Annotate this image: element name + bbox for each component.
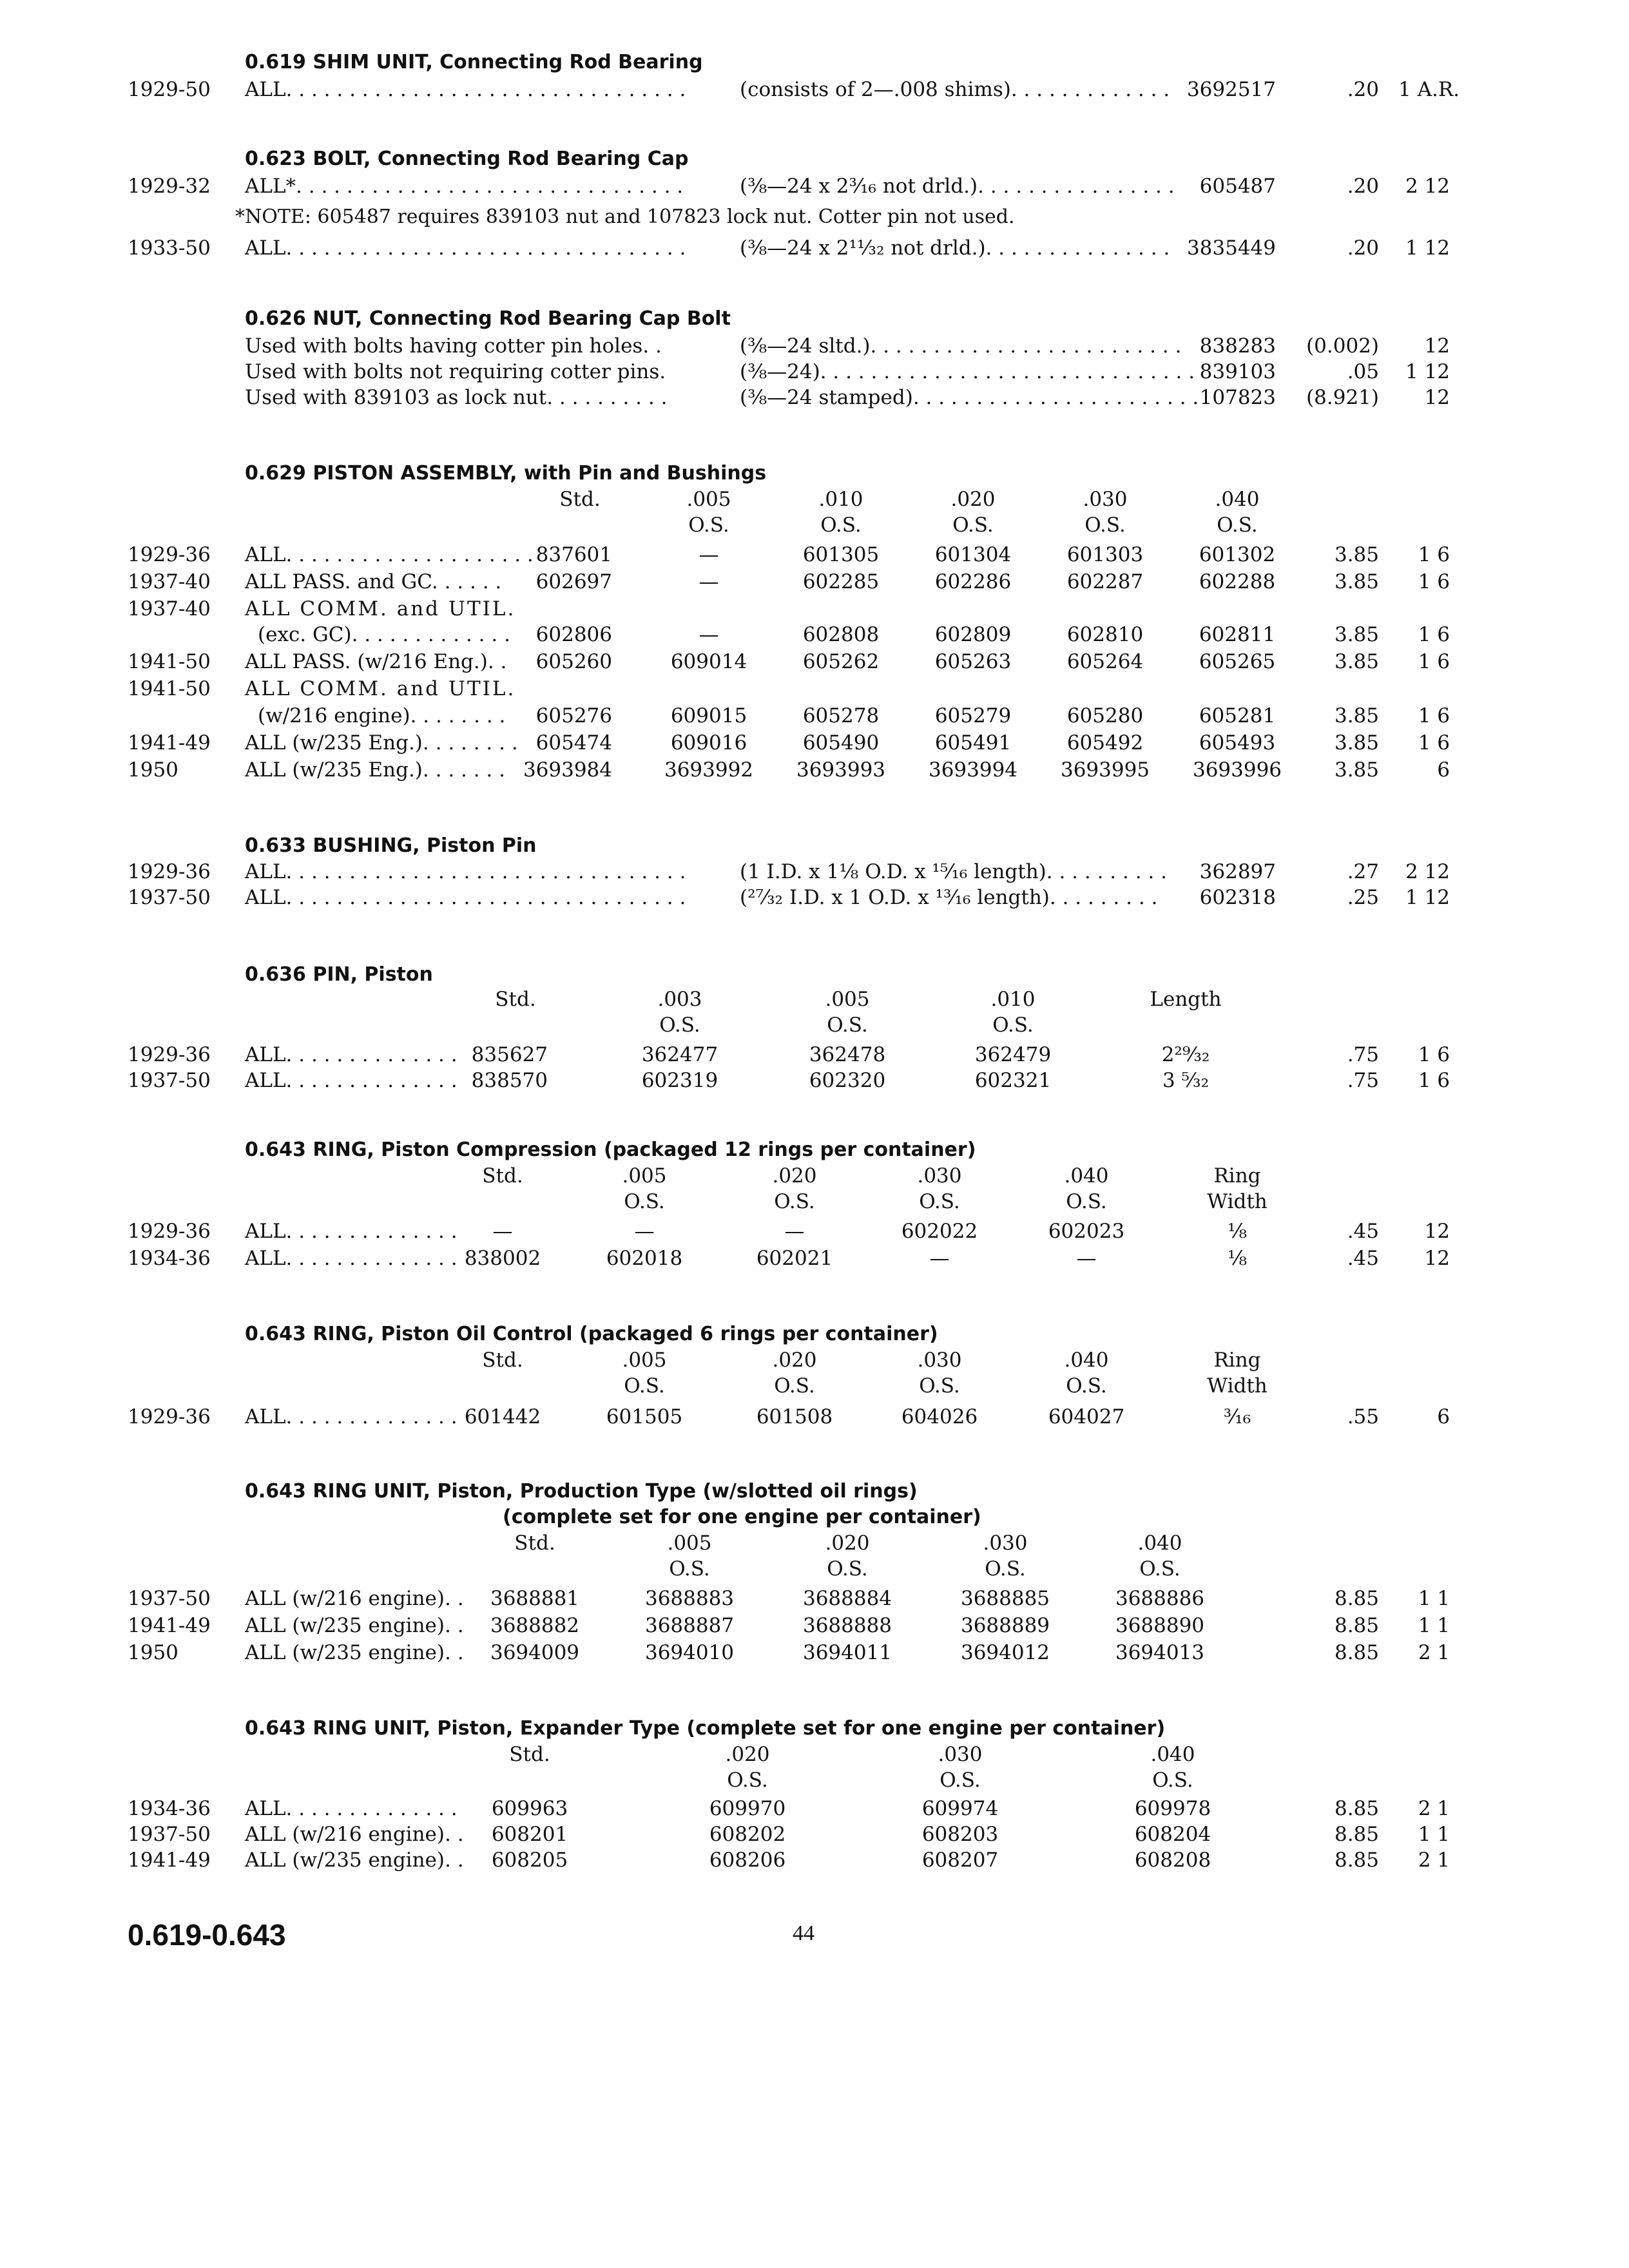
column-header: O.S. [1152, 1769, 1193, 1792]
row-application: (exc. GC). . . . . . . . . . . . . [258, 623, 510, 646]
row-description: (²⁷⁄₃₂ I.D. x 1 O.D. x ¹³⁄₁₆ length). . . . . . . . . [740, 886, 1158, 909]
cell-030: 602287 [1066, 570, 1144, 593]
cell-std: 3688882 [490, 1614, 580, 1637]
row-description: (⅜—24). . . . . . . . . . . . . . . . . . . . . . . . . . . . . . [740, 360, 1195, 383]
cell-005: 609014 [670, 650, 747, 673]
row-price: .20 [1347, 78, 1379, 101]
row-years: 1937-50 [128, 886, 211, 909]
row-price: 3.85 [1334, 650, 1379, 673]
cell-std: 838570 [471, 1069, 548, 1092]
cell-005: — [634, 1220, 655, 1243]
row-years: 1950 [128, 758, 178, 782]
cell-std: 605474 [535, 731, 612, 754]
cell-010: 605262 [802, 650, 880, 673]
row-price: .75 [1347, 1069, 1379, 1092]
cell-040: 605265 [1199, 650, 1276, 673]
cell-030: 604026 [901, 1405, 978, 1428]
section-title: 0.636 PIN, Piston [245, 963, 433, 986]
row-quantity: 12 [1424, 334, 1450, 358]
section-subtitle: (complete set for one engine per container) [503, 1506, 981, 1528]
column-header: .030 [1083, 488, 1128, 511]
column-header: O.S. [940, 1769, 981, 1792]
column-header: O.S. [669, 1557, 710, 1581]
row-quantity: 1 1 [1418, 1614, 1450, 1637]
row-price: 8.85 [1334, 1797, 1379, 1820]
cell-030: 602810 [1066, 623, 1144, 646]
cell-020: 605491 [934, 731, 1012, 754]
row-quantity: 6 [1437, 758, 1450, 782]
row-price: 3.85 [1334, 704, 1379, 727]
column-header: Std. [509, 1743, 550, 1766]
cell-040: 605493 [1199, 731, 1276, 754]
column-header: O.S. [820, 514, 862, 537]
cell-030: 608207 [921, 1849, 999, 1872]
row-application: ALL (w/235 Eng.). . . . . . . . [245, 731, 518, 754]
row-description: (⅜—24 x 2³⁄₁₆ not drld.). . . . . . . . . . . . . . . . [740, 175, 1175, 198]
column-header: .040 [1215, 488, 1260, 511]
cell-040: 602023 [1048, 1220, 1125, 1243]
row-application: Used with bolts not requiring cotter pins. [245, 360, 666, 383]
row-price: .05 [1347, 360, 1379, 383]
row-years: 1941-49 [128, 731, 211, 754]
row-application: ALL COMM. and UTIL. [245, 597, 516, 620]
cell-030: 3688889 [960, 1614, 1050, 1637]
column-header: Std. [482, 1349, 523, 1372]
row-application: ALL*. . . . . . . . . . . . . . . . . . . . . . . . . . . . . . . [245, 175, 684, 198]
cell-040: — [1076, 1247, 1097, 1270]
row-quantity: 1 6 [1418, 731, 1450, 754]
column-header: O.S. [919, 1374, 960, 1398]
column-header: O.S. [624, 1190, 665, 1213]
row-application: ALL. . . . . . . . . . . . . . . . . . . . [245, 543, 534, 566]
row-years: 1929-36 [128, 860, 211, 883]
row-years: 1941-50 [128, 677, 211, 700]
column-header: Width [1207, 1374, 1268, 1398]
row-years: 1937-50 [128, 1069, 211, 1092]
row-price: 3.85 [1334, 731, 1379, 754]
cell-std: 837601 [535, 543, 612, 566]
column-header: .040 [1064, 1164, 1109, 1187]
cell-length: 3 ⁵⁄₃₂ [1162, 1069, 1210, 1092]
row-years: 1941-49 [128, 1849, 211, 1872]
row-years: 1941-49 [128, 1614, 211, 1637]
row-years: 1929-36 [128, 1220, 211, 1243]
row-years: 1929-36 [128, 1043, 211, 1066]
row-quantity: 12 [1424, 386, 1450, 409]
cell-030: 605264 [1066, 650, 1144, 673]
section-title: 0.643 RING UNIT, Piston, Expander Type (complete set for one engine per container) [245, 1717, 1166, 1740]
row-application: ALL. . . . . . . . . . . . . . . . . . . . . . . . . . . . . . . . [245, 78, 686, 101]
row-quantity: 1 12 [1405, 360, 1450, 383]
row-quantity: 1 12 [1405, 236, 1450, 260]
cell-040: 605281 [1199, 704, 1276, 727]
cell-020: 3694011 [802, 1641, 892, 1664]
column-header: .005 [825, 988, 870, 1011]
row-quantity: 1 1 [1418, 1823, 1450, 1846]
row-part-number: 602318 [1199, 886, 1276, 909]
cell-std: 3694009 [490, 1641, 580, 1664]
cell-040: 608204 [1134, 1823, 1211, 1846]
cell-005: 602018 [606, 1247, 683, 1270]
cell-020: 609970 [709, 1797, 786, 1820]
row-years: 1937-40 [128, 597, 211, 620]
cell-005: — [699, 543, 719, 566]
row-price: 8.85 [1334, 1587, 1379, 1610]
column-header: .020 [825, 1532, 870, 1555]
row-application: ALL. . . . . . . . . . . . . . [245, 1247, 458, 1270]
row-application: Used with 839103 as lock nut. . . . . . . . . . [245, 386, 668, 409]
row-description: (⅜—24 x 2¹¹⁄₃₂ not drld.). . . . . . . . . . . . . . . [740, 236, 1170, 260]
row-quantity: 1 6 [1418, 704, 1450, 727]
column-header: .030 [938, 1743, 983, 1766]
column-header: .005 [622, 1164, 667, 1187]
row-application: Used with bolts having cotter pin holes. . [245, 334, 662, 358]
cell-005: 609015 [670, 704, 747, 727]
column-header: Ring [1213, 1164, 1261, 1187]
row-price: (8.921) [1306, 386, 1379, 409]
cell-std: 3693984 [523, 758, 612, 782]
cell-020: 601304 [934, 543, 1012, 566]
cell-020: 608202 [709, 1823, 786, 1846]
row-price: .75 [1347, 1043, 1379, 1066]
cell-010: 602321 [974, 1069, 1052, 1092]
row-application: ALL. . . . . . . . . . . . . . . . . . . . . . . . . . . . . . . . [245, 886, 686, 909]
cell-005: 3688883 [644, 1587, 735, 1610]
row-price: 8.85 [1334, 1614, 1379, 1637]
row-application: ALL PASS. and GC. . . . . . [245, 570, 502, 593]
cell-003: 602319 [641, 1069, 718, 1092]
row-price: .45 [1347, 1220, 1379, 1243]
column-header: .020 [772, 1349, 817, 1372]
column-header: O.S. [985, 1557, 1026, 1581]
cell-030: 605280 [1066, 704, 1144, 727]
section-note: *NOTE: 605487 requires 839103 nut and 107823 lock nut. Cotter pin not used. [235, 206, 1015, 228]
cell-020: 608206 [709, 1849, 786, 1872]
column-header: O.S. [1066, 1374, 1107, 1398]
cell-005: 362478 [809, 1043, 886, 1066]
cell-020: 3688888 [802, 1614, 892, 1637]
column-header: O.S. [1066, 1190, 1107, 1213]
cell-030: 3694012 [960, 1641, 1050, 1664]
cell-005: 609016 [670, 731, 747, 754]
cell-040: 3688886 [1115, 1587, 1205, 1610]
row-quantity: 2 12 [1405, 860, 1450, 883]
column-header: O.S. [624, 1374, 665, 1398]
cell-std: 601442 [464, 1405, 541, 1428]
cell-std: 605276 [535, 704, 612, 727]
row-quantity: 1 6 [1418, 623, 1450, 646]
cell-030: 3688885 [960, 1587, 1050, 1610]
column-header: Length [1150, 988, 1222, 1011]
cell-040: 609978 [1134, 1797, 1211, 1820]
row-price: 3.85 [1334, 623, 1379, 646]
cell-030: 601303 [1066, 543, 1144, 566]
column-header: Width [1207, 1190, 1268, 1213]
page-number: 44 [793, 1921, 815, 1945]
column-header: .010 [990, 988, 1036, 1011]
cell-005: 601505 [606, 1405, 683, 1428]
row-years: 1929-32 [128, 175, 211, 198]
cell-010: 605278 [802, 704, 880, 727]
row-description: (⅜—24 stamped). . . . . . . . . . . . . . . . . . . . . . . [740, 386, 1199, 409]
page-section-code: 0.619-0.643 [128, 1918, 286, 1952]
cell-040: 3693996 [1192, 758, 1282, 782]
row-price: 8.85 [1334, 1823, 1379, 1846]
cell-030: 608203 [921, 1823, 999, 1846]
cell-010: 602808 [802, 623, 880, 646]
cell-005: — [699, 570, 719, 593]
row-years: 1929-36 [128, 1405, 211, 1428]
row-quantity: 1 6 [1418, 543, 1450, 566]
cell-005: 3694010 [644, 1641, 735, 1664]
cell-std: 835627 [471, 1043, 548, 1066]
row-years: 1937-50 [128, 1587, 211, 1610]
row-years: 1933-50 [128, 236, 211, 260]
row-application: ALL (w/235 Eng.). . . . . . . [245, 758, 505, 782]
cell-040: 608208 [1134, 1849, 1211, 1872]
cell-003: 362477 [641, 1043, 718, 1066]
column-header: O.S. [1217, 514, 1258, 537]
cell-020: 605279 [934, 704, 1012, 727]
column-header: O.S. [727, 1769, 768, 1792]
section-title: 0.643 RING, Piston Oil Control (packaged 6 rings per container) [245, 1323, 938, 1345]
column-header: .040 [1150, 1743, 1195, 1766]
row-application: ALL (w/216 engine). . [245, 1823, 464, 1846]
row-price: 3.85 [1334, 570, 1379, 593]
row-years: 1950 [128, 1641, 178, 1664]
cell-std: — [492, 1220, 513, 1243]
row-years: 1929-36 [128, 543, 211, 566]
column-header: Std. [495, 988, 536, 1011]
cell-005: 602320 [809, 1069, 886, 1092]
cell-ring-width: ⅛ [1227, 1220, 1248, 1243]
cell-020: 605263 [934, 650, 1012, 673]
cell-030: — [929, 1247, 950, 1270]
cell-ring-width: ³⁄₁₆ [1223, 1405, 1251, 1428]
row-years: 1937-40 [128, 570, 211, 593]
row-description: (1 I.D. x 1⅛ O.D. x ¹⁵⁄₁₆ length). . . . . . . . . . [740, 860, 1167, 883]
cell-020: 602021 [756, 1247, 833, 1270]
cell-020: 602286 [934, 570, 1012, 593]
row-part-number: 838283 [1199, 334, 1276, 358]
column-header: .040 [1064, 1349, 1109, 1372]
cell-040: 3694013 [1115, 1641, 1205, 1664]
cell-010: 601305 [802, 543, 880, 566]
column-header: O.S. [827, 1557, 868, 1581]
column-header: Ring [1213, 1349, 1261, 1372]
cell-020: — [784, 1220, 805, 1243]
row-application: (w/216 engine). . . . . . . . [258, 704, 506, 727]
section-title: 0.619 SHIM UNIT, Connecting Rod Bearing [245, 51, 703, 73]
row-quantity: 2 1 [1418, 1849, 1450, 1872]
column-header: .020 [772, 1164, 817, 1187]
column-header: .030 [917, 1349, 962, 1372]
cell-030: 605492 [1066, 731, 1144, 754]
row-years: 1934-36 [128, 1247, 211, 1270]
row-quantity: 1 6 [1418, 1069, 1450, 1092]
row-part-number: 839103 [1199, 360, 1276, 383]
section-title: 0.623 BOLT, Connecting Rod Bearing Cap [245, 148, 689, 170]
row-part-number: 3692517 [1186, 78, 1276, 101]
section-title: 0.633 BUSHING, Piston Pin [245, 834, 537, 857]
row-application: ALL (w/235 engine). . [245, 1849, 464, 1872]
cell-040: 601302 [1199, 543, 1276, 566]
row-application: ALL (w/235 engine). . [245, 1614, 464, 1637]
column-header: O.S. [774, 1190, 815, 1213]
row-application: ALL (w/216 engine). . [245, 1587, 464, 1610]
row-quantity: 2 1 [1418, 1641, 1450, 1664]
cell-std: 602806 [535, 623, 612, 646]
column-header: O.S. [688, 514, 729, 537]
row-application: ALL COMM. and UTIL. [245, 677, 516, 700]
cell-005: 3688887 [644, 1614, 735, 1637]
column-header: .040 [1137, 1532, 1182, 1555]
column-header: O.S. [992, 1014, 1034, 1037]
row-application: ALL. . . . . . . . . . . . . . [245, 1797, 458, 1820]
column-header: Std. [514, 1532, 555, 1555]
column-header: .005 [667, 1532, 712, 1555]
section-title: 0.643 RING UNIT, Piston, Production Type (w/slotted oil rings) [245, 1480, 918, 1503]
column-header: .030 [917, 1164, 962, 1187]
row-part-number: 3835449 [1186, 236, 1276, 260]
cell-020: 601508 [756, 1405, 833, 1428]
row-price: .27 [1347, 860, 1379, 883]
row-part-number: 605487 [1199, 175, 1276, 198]
column-header: O.S. [659, 1014, 700, 1037]
cell-040: 3688890 [1115, 1614, 1205, 1637]
cell-040: 602288 [1199, 570, 1276, 593]
column-header: O.S. [1139, 1557, 1181, 1581]
cell-std: 608205 [491, 1849, 568, 1872]
row-years: 1929-50 [128, 78, 211, 101]
row-price: 3.85 [1334, 758, 1379, 782]
cell-std: 609963 [491, 1797, 568, 1820]
column-header: .020 [725, 1743, 770, 1766]
cell-ring-width: ⅛ [1227, 1247, 1248, 1270]
column-header: O.S. [919, 1190, 960, 1213]
row-application: ALL. . . . . . . . . . . . . . [245, 1069, 458, 1092]
column-header: .010 [818, 488, 863, 511]
cell-030: 609974 [921, 1797, 999, 1820]
cell-005: 3693992 [664, 758, 754, 782]
column-header: .005 [622, 1349, 667, 1372]
row-description: (consists of 2—.008 shims). . . . . . . . . . . . . [740, 78, 1170, 101]
row-quantity: 12 [1424, 1247, 1450, 1270]
column-header: .005 [686, 488, 731, 511]
column-header: .003 [657, 988, 702, 1011]
cell-std: 608201 [491, 1823, 568, 1846]
row-years: 1937-50 [128, 1823, 211, 1846]
row-quantity: 1 6 [1418, 650, 1450, 673]
row-quantity: 1 6 [1418, 1043, 1450, 1066]
cell-010: 3693993 [796, 758, 886, 782]
row-application: ALL. . . . . . . . . . . . . . [245, 1043, 458, 1066]
section-title: 0.629 PISTON ASSEMBLY, with Pin and Bushings [245, 462, 767, 485]
column-header: O.S. [827, 1014, 868, 1037]
row-years: 1934-36 [128, 1797, 211, 1820]
row-price: 8.85 [1334, 1849, 1379, 1872]
row-price: 3.85 [1334, 543, 1379, 566]
cell-std: 605260 [535, 650, 612, 673]
row-quantity: 1 1 [1418, 1587, 1450, 1610]
column-header: O.S. [1084, 514, 1126, 537]
cell-010: 362479 [974, 1043, 1052, 1066]
row-quantity: 6 [1437, 1405, 1450, 1428]
cell-010: 602285 [802, 570, 880, 593]
row-description: (⅜—24 sltd.). . . . . . . . . . . . . . . . . . . . . . . . . [740, 334, 1182, 358]
column-header: .020 [950, 488, 996, 511]
row-price: .20 [1347, 175, 1379, 198]
row-quantity: 12 [1424, 1220, 1450, 1243]
row-price: (0.002) [1306, 334, 1379, 358]
cell-020: 3688884 [802, 1587, 892, 1610]
column-header: .030 [983, 1532, 1028, 1555]
row-application: ALL. . . . . . . . . . . . . . . . . . . . . . . . . . . . . . . . [245, 860, 686, 883]
row-part-number: 362897 [1199, 860, 1276, 883]
row-price: .45 [1347, 1247, 1379, 1270]
row-price: .25 [1347, 886, 1379, 909]
section-title: 0.643 RING, Piston Compression (packaged 12 rings per container) [245, 1139, 976, 1161]
row-application: ALL (w/235 engine). . [245, 1641, 464, 1664]
cell-040: 604027 [1048, 1405, 1125, 1428]
row-application: ALL. . . . . . . . . . . . . . [245, 1405, 458, 1428]
cell-010: 605490 [802, 731, 880, 754]
row-price: .20 [1347, 236, 1379, 260]
cell-length: 2²⁹⁄₃₂ [1161, 1043, 1210, 1066]
column-header: Std. [482, 1164, 523, 1187]
row-quantity: 2 1 [1418, 1797, 1450, 1820]
row-part-number: 107823 [1199, 386, 1276, 409]
cell-std: 838002 [464, 1247, 541, 1270]
row-quantity: 1 A.R. [1398, 78, 1460, 101]
row-quantity: 1 12 [1405, 886, 1450, 909]
row-quantity: 2 12 [1405, 175, 1450, 198]
row-application: ALL. . . . . . . . . . . . . . . . . . . . . . . . . . . . . . . . [245, 236, 686, 260]
cell-std: 3688881 [490, 1587, 580, 1610]
column-header: O.S. [774, 1374, 815, 1398]
cell-040: 602811 [1199, 623, 1276, 646]
row-price: .55 [1347, 1405, 1379, 1428]
cell-020: 3693994 [928, 758, 1018, 782]
section-title: 0.626 NUT, Connecting Rod Bearing Cap Bolt [245, 307, 731, 330]
row-application: ALL PASS. (w/216 Eng.). . [245, 650, 507, 673]
row-price: 8.85 [1334, 1641, 1379, 1664]
cell-std: 602697 [535, 570, 612, 593]
cell-005: — [699, 623, 719, 646]
row-years: 1941-50 [128, 650, 211, 673]
column-header: Std. [559, 488, 601, 511]
row-quantity: 1 6 [1418, 570, 1450, 593]
column-header: O.S. [952, 514, 994, 537]
row-application: ALL. . . . . . . . . . . . . . [245, 1220, 458, 1243]
cell-030: 602022 [901, 1220, 978, 1243]
cell-020: 602809 [934, 623, 1012, 646]
cell-030: 3693995 [1060, 758, 1150, 782]
